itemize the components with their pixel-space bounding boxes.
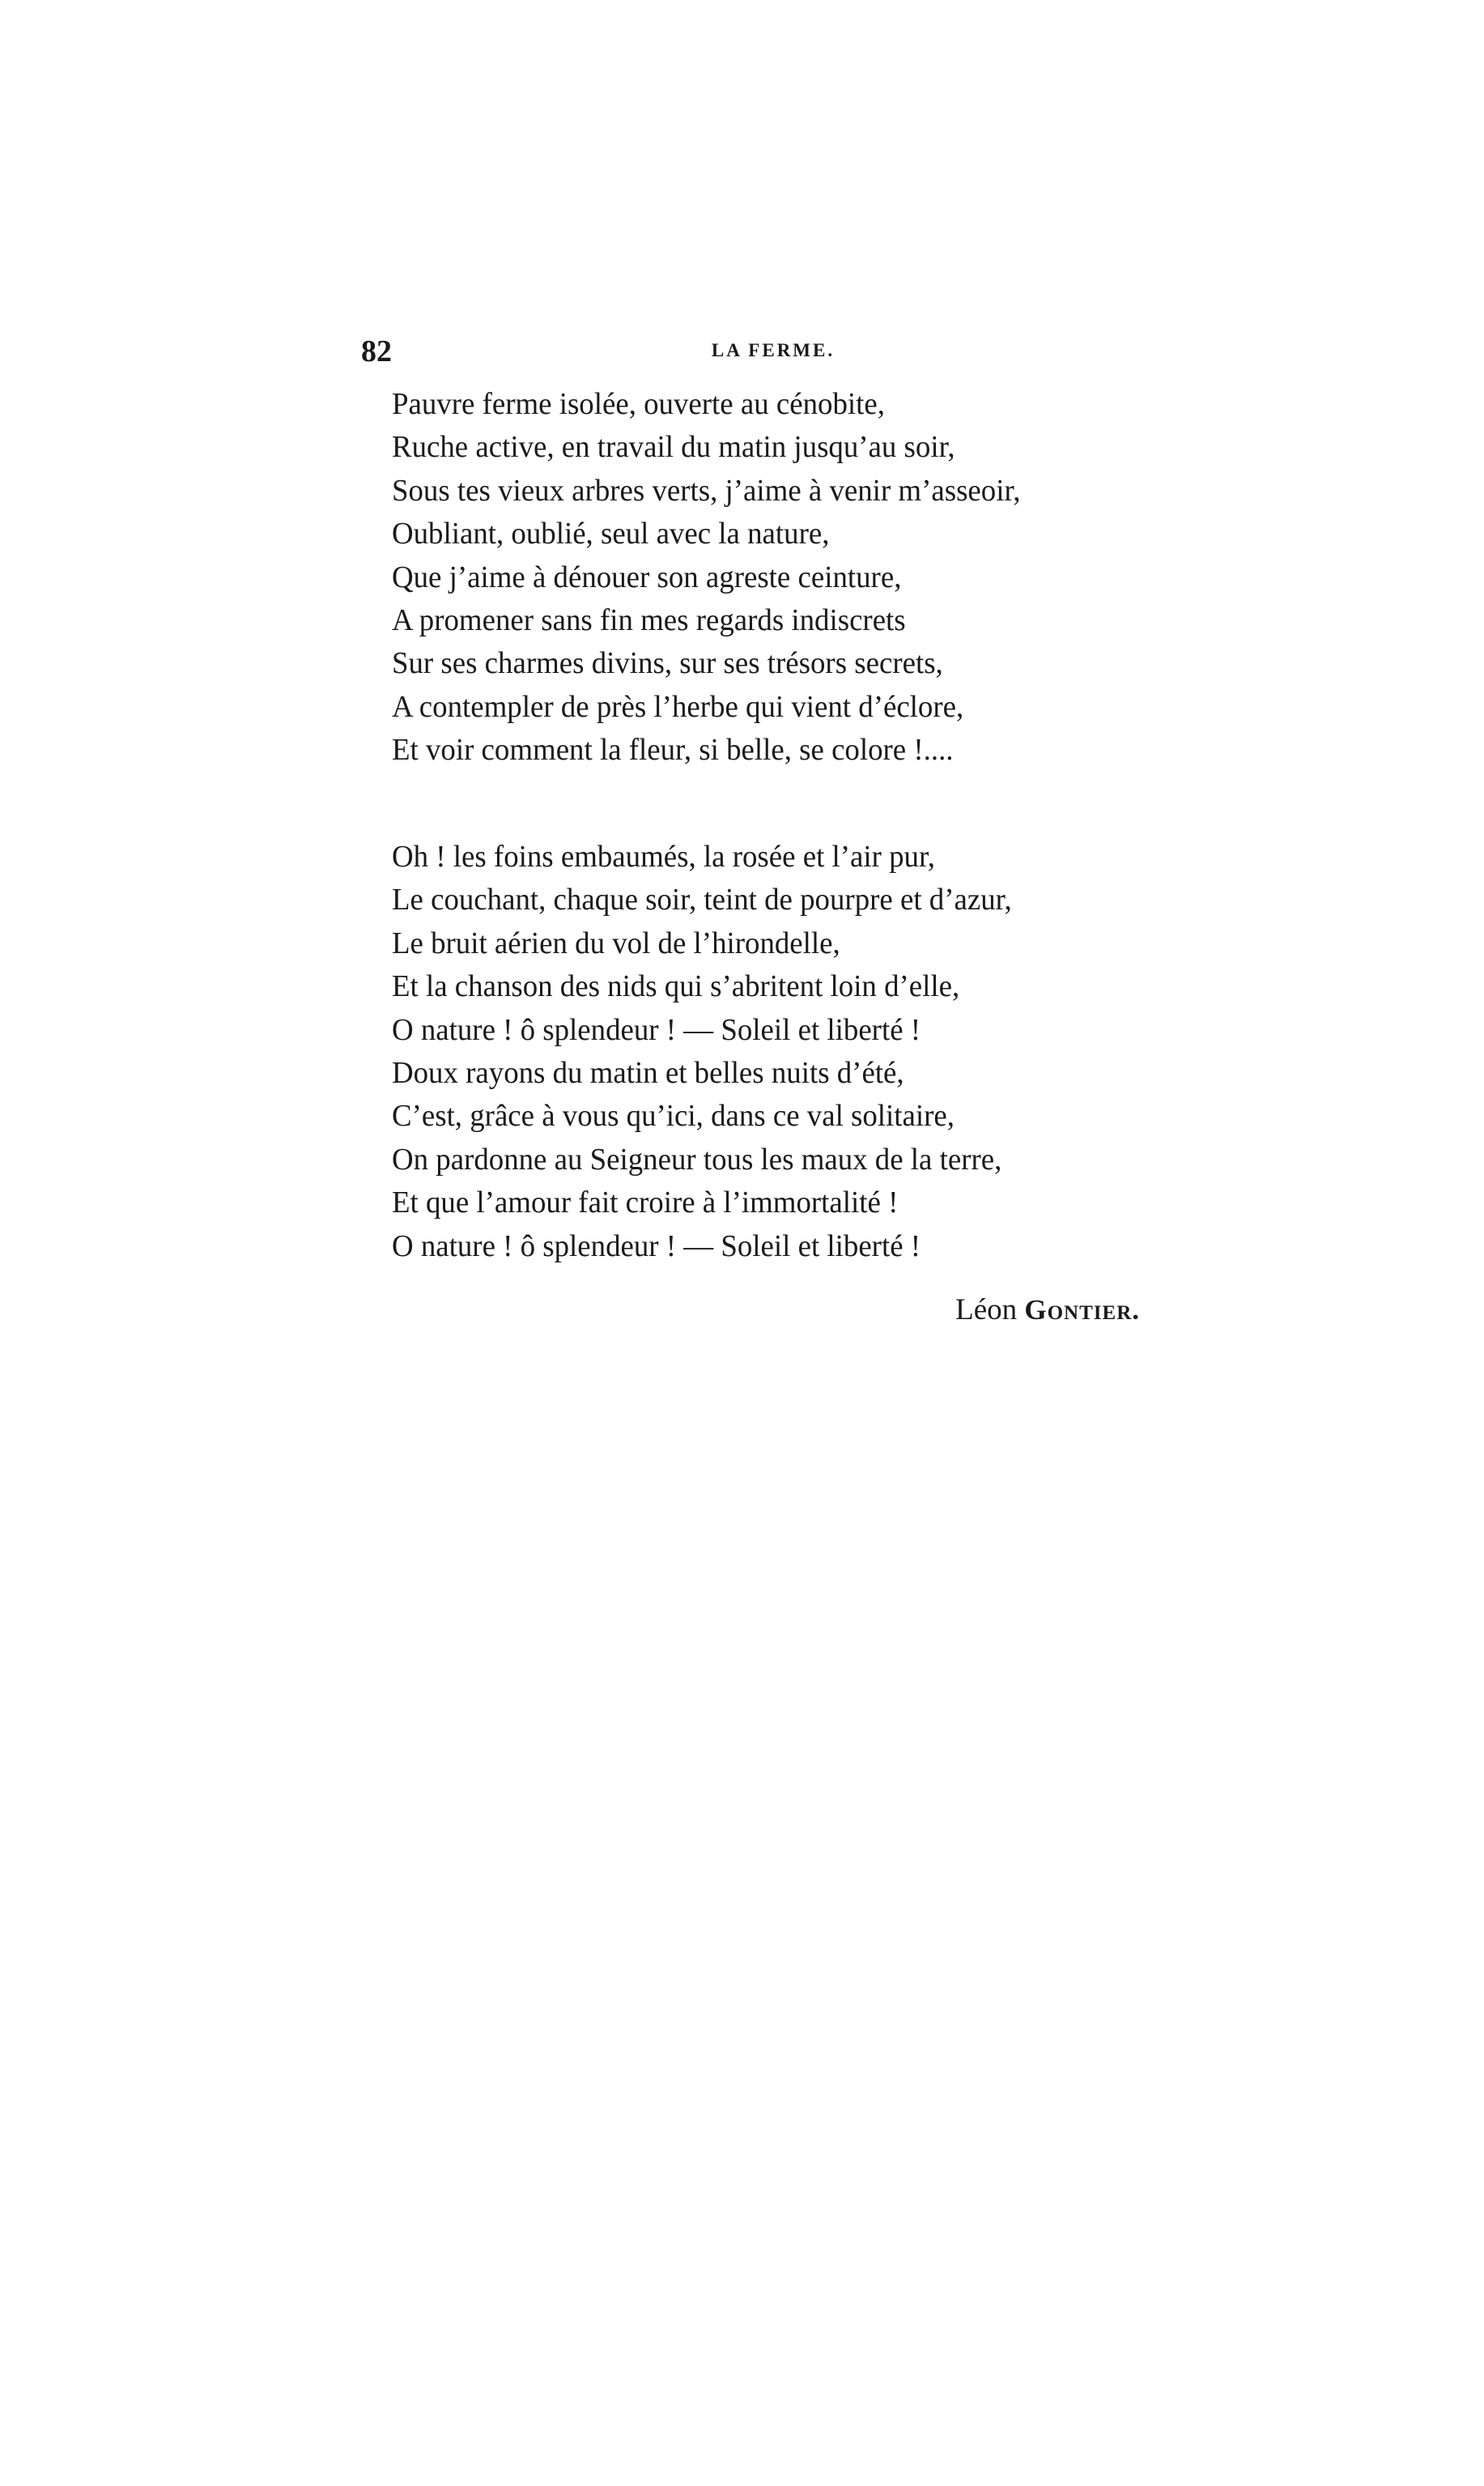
page-number: 82 <box>361 334 392 368</box>
stanza-2 <box>392 836 1031 1268</box>
verse-line: A contempler de près l’herbe qui vient d’éclore, <box>392 689 964 724</box>
verse-line: Sur ses charmes divins, sur ses trésors secrets, <box>392 646 943 681</box>
verse-line: Et que l’amour fait croire à l’immortalité ! <box>392 1186 899 1220</box>
verse-line: O nature ! ô splendeur ! — Soleil et liberté ! <box>392 1012 921 1047</box>
author-first-name: Léon <box>955 1293 1018 1326</box>
verse-line: Oh ! les foins embaumés, la rosée et l’air pur, <box>392 840 936 874</box>
verse-line: Et voir comment la fleur, si belle, se colore !.... <box>392 733 954 768</box>
verse-line: Le bruit aérien du vol de l’hirondelle, <box>392 926 840 960</box>
verse-line: Et la chanson des nids qui s’abritent loin d’elle, <box>392 969 960 1004</box>
verse-line: Le couchant, chaque soir, teint de pourpre et d’azur, <box>392 883 1012 917</box>
running-title: LA FERME. <box>711 340 836 360</box>
verse-line: On pardonne au Seigneur tous les maux de la terre, <box>392 1142 1002 1177</box>
verse-line: Ruche active, en travail du matin jusqu’au soir, <box>392 430 955 465</box>
verse-line: Sous tes vieux arbres verts, j’aime à venir m’asseoir, <box>392 473 1021 508</box>
author-signature <box>955 1292 1140 1327</box>
verse-line: A promener sans fin mes regards indiscrets <box>392 602 906 637</box>
author-last-name: Gontier. <box>1024 1294 1140 1326</box>
verse-line: O nature ! ô splendeur ! — Soleil et liberté ! <box>392 1228 921 1263</box>
stanza-1 <box>392 383 1040 773</box>
verse-line: Que j’aime à dénouer son agreste ceinture, <box>392 560 902 594</box>
verse-line: Doux rayons du matin et belles nuits d’été, <box>392 1055 904 1090</box>
verse-line: Pauvre ferme isolée, ouverte au cénobite, <box>392 387 885 421</box>
verse-line: C’est, grâce à vous qu’ici, dans ce val solitaire, <box>392 1099 955 1134</box>
verse-line: Oubliant, oublié, seul avec la nature, <box>392 517 830 551</box>
